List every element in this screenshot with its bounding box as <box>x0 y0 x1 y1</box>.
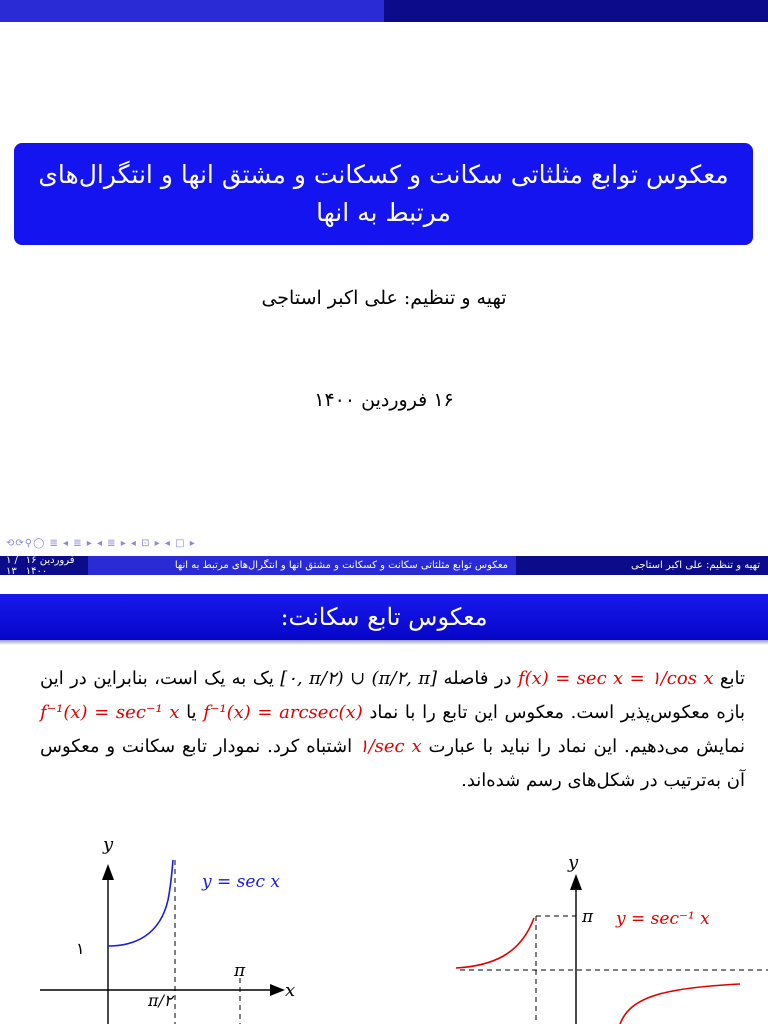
frame-title-shadow <box>0 640 768 645</box>
tick-half-pi: π/۲ <box>148 991 173 1010</box>
sec-curve <box>108 860 173 946</box>
author: تهیه و تنظیم: علی اکبر استاجی <box>261 287 507 309</box>
footer-date: ۱۶ فروردین ۱۴۰۰ <box>25 554 75 577</box>
beamer-navigation-symbols[interactable]: ⟲⟳⚲◯ ≣ ◂ ≣ ▸ ◂ ≣ ▸ ◂ ⊡ ▸ ◂ □ ▸ <box>6 538 196 549</box>
tick-pi: π <box>234 961 246 981</box>
presentation-title: معکوس توابع مثلثاتی سکانت و کسکانت و مشتق انها و انتگرال‌های مرتبط به انها <box>14 143 753 245</box>
top-bar <box>0 0 768 22</box>
x-axis-label: x <box>285 980 296 1001</box>
curve-label-arcsec: y = sec⁻¹ x <box>616 909 710 929</box>
formula-interval: [۰, π/۲) ∪ (π/۲, π] <box>280 668 438 689</box>
footer-title-box <box>88 556 516 575</box>
text-part-1: تابع <box>719 668 745 689</box>
y-axis-label: y <box>568 852 579 873</box>
text-part-6: اشتباه کرد. نمودار تابع سکانت و معکوس آن به‌ترتیب در شکل‌های رسم شده‌اند. <box>40 736 745 791</box>
footer-author-box <box>516 556 768 575</box>
arcsec-curve-right <box>620 984 740 1024</box>
frame-title: معکوس تابع سکانت: <box>0 594 768 640</box>
x-axis-arrow <box>270 984 285 996</box>
arcsec-curve-left <box>456 918 534 968</box>
tick-pi: π <box>582 907 594 927</box>
footer-page: ۱ / ۱۳ <box>6 554 18 577</box>
footer-title: معکوس توابع مثلثاتی سکانت و کسکانت و مشتق انها و انتگرال‌های مرتبط به انها <box>174 560 508 571</box>
formula-reciprocal: ۱/sec x <box>358 736 422 757</box>
y-axis-arrow <box>102 864 114 880</box>
text-part-2: در فاصله <box>443 668 512 689</box>
top-bar-left <box>0 0 384 22</box>
text-part-4: یا <box>186 702 197 723</box>
formula-sec: f(x) = sec x = ۱/cos x <box>517 668 714 689</box>
date: ۱۶ فروردین ۱۴۰۰ <box>314 389 454 411</box>
footer-page-date <box>0 556 88 575</box>
frame-body-text <box>40 662 745 798</box>
tick-one: ۱ <box>76 939 85 958</box>
y-axis-label: y <box>103 834 114 855</box>
formula-sec-inverse: f⁻¹(x) = sec⁻¹ x <box>40 702 180 723</box>
arcsec-plot <box>440 848 768 1024</box>
formula-arcsec: f⁻¹(x) = arcsec(x) <box>203 702 363 723</box>
footer-author: تهیه و تنظیم: علی اکبر استاجی <box>631 560 760 571</box>
top-bar-right <box>384 0 768 22</box>
text-part-3: یک به یک است، بنابراین در این بازه معکوس‌پذیر است. معکوس این تابع را با نماد <box>40 668 745 723</box>
curve-label-sec: y = sec x <box>202 872 280 892</box>
y-axis-arrow <box>570 874 582 890</box>
text-part-5: نمایش می‌دهیم. این نماد را نباید با عبارت <box>428 736 745 757</box>
footer-bar <box>0 556 768 575</box>
sec-plot <box>40 830 340 1024</box>
